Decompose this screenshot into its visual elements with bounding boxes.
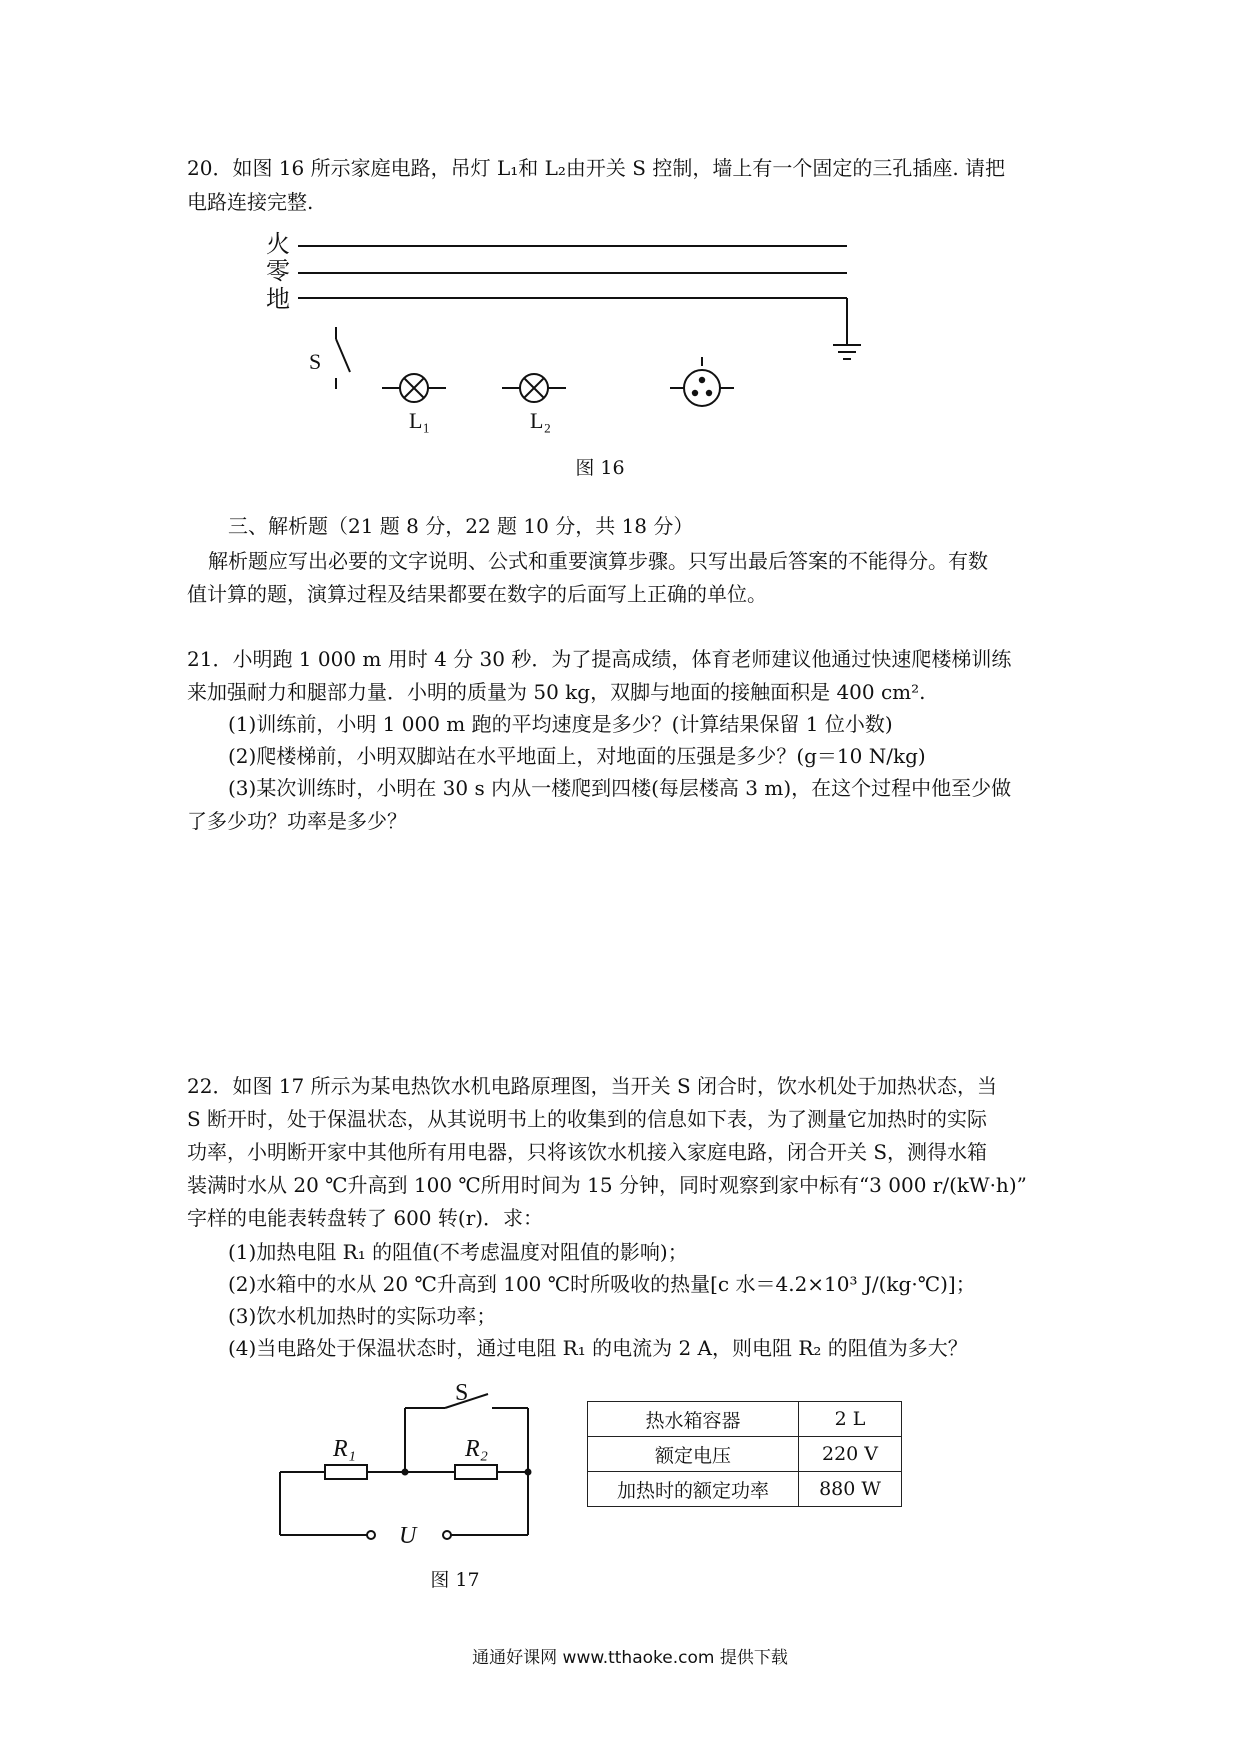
q21-line2: 来加强耐力和腿部力量．小明的质量为 50 kg，双脚与地面的接触面积是 400 cm². <box>187 680 926 704</box>
q22-part1: (1)加热电阻 R₁ 的阻值(不考虑温度对阻值的影响)； <box>228 1240 688 1264</box>
wire-label-ground: 地 <box>266 287 290 313</box>
switch-s-label: S <box>455 1380 469 1406</box>
figure-17-caption: 图 17 <box>430 1569 480 1591</box>
table-cell-key: 额定电压 <box>588 1437 799 1472</box>
section3-title: 三、解析题（21 题 8 分，22 题 10 分，共 18 分） <box>228 514 694 538</box>
lamp-l1 <box>382 374 446 402</box>
q21-part1: (1)训练前，小明 1 000 m 跑的平均速度是多少？(计算结果保留 1 位小数) <box>228 712 893 736</box>
q20-line1: 20．如图 16 所示家庭电路，吊灯 L₁和 L₂由开关 S 控制，墙上有一个固定的三孔插座. 请把 <box>187 156 1006 180</box>
table-row <box>588 1437 902 1472</box>
resistor-r2-label: R₂ <box>465 1436 489 1462</box>
switch-s <box>336 327 350 389</box>
table-cell-key: 加热时的额定功率 <box>588 1472 799 1507</box>
table-cell-value: 220 V <box>799 1437 902 1472</box>
q21-part2: (2)爬楼梯前，小明双脚站在水平地面上，对地面的压强是多少？(g＝10 N/kg) <box>228 744 926 768</box>
table-cell-value: 2 L <box>799 1402 902 1437</box>
section3-note-line2: 值计算的题，演算过程及结果都要在数字的后面写上正确的单位。 <box>187 582 767 606</box>
resistor-r2 <box>455 1465 497 1479</box>
footer-source: 通通好课网 www.tthaoke.com 提供下载 <box>472 1648 788 1668</box>
ground-symbol <box>833 298 861 359</box>
section3-note-line1: 解析题应写出必要的文字说明、公式和重要演算步骤。只写出最后答案的不能得分。有数 <box>208 549 988 573</box>
q22-part4: (4)当电路处于保温状态时，通过电阻 R₁ 的电流为 2 A，则电阻 R₂ 的阻值为多大？ <box>228 1336 968 1360</box>
voltage-u-label: U <box>399 1523 417 1549</box>
figure-17-circuit <box>0 1370 600 1570</box>
q21-part3-line1: (3)某次训练时，小明在 30 s 内从一楼爬到四楼(每层楼高 3 m)，在这个过程中他至少做 <box>228 776 1012 800</box>
q22-line4: 装满时水从 20 ℃升高到 100 ℃所用时间为 15 分钟，同时观察到家中标有“3 000 r/(kW·h)” <box>187 1173 1027 1197</box>
lamp-l2 <box>502 374 566 402</box>
figure-16-circuit <box>0 0 1240 480</box>
q22-line3: 功率，小明断开家中其他所有用电器，只将该饮水机接入家庭电路，闭合开关 S，测得水箱 <box>187 1140 988 1164</box>
resistor-r1-label: R₁ <box>333 1436 357 1462</box>
table-cell-key: 热水箱容器 <box>588 1402 799 1437</box>
lamp-l2-label: L₂ <box>530 408 552 433</box>
q20-line2: 电路连接完整. <box>187 190 314 214</box>
lamp-l1-label: L₁ <box>409 408 431 433</box>
table-row <box>588 1402 902 1437</box>
spec-table <box>587 1401 902 1507</box>
q22-line1: 22．如图 17 所示为某电热饮水机电路原理图，当开关 S 闭合时，饮水机处于加热状态，当 <box>187 1074 998 1098</box>
table-row <box>588 1472 902 1507</box>
q21-part3-line2: 了多少功？功率是多少？ <box>187 809 407 833</box>
wire-label-zero: 零 <box>266 259 290 285</box>
q22-part2: (2)水箱中的水从 20 ℃升高到 100 ℃时所吸收的热量[c 水＝4.2×10³ J/(kg·℃)]； <box>228 1272 976 1296</box>
figure-16-caption: 图 16 <box>575 457 625 479</box>
q22-part3: (3)饮水机加热时的实际功率； <box>228 1304 497 1328</box>
table-cell-value: 880 W <box>799 1472 902 1507</box>
q22-line5: 字样的电能表转盘转了 600 转(r)．求： <box>187 1206 544 1230</box>
q22-line2: S 断开时，处于保温状态，从其说明书上的收集到的信息如下表，为了测量它加热时的实际 <box>187 1107 988 1131</box>
q21-line1: 21．小明跑 1 000 m 用时 4 分 30 秒．为了提高成绩，体育老师建议他通过快速爬楼梯训练 <box>187 647 1012 671</box>
wire-label-fire: 火 <box>266 232 290 258</box>
switch-s-label: S <box>309 349 322 374</box>
resistor-r1 <box>325 1465 367 1479</box>
